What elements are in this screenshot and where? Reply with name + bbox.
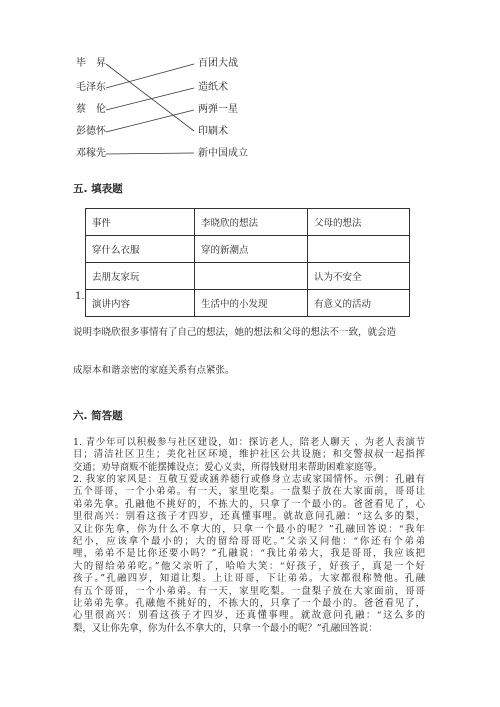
answer-2-line: 弟弟先拿。孔融他不挑好的，不拣大的，只拿了一个最小的。爸爸看见了，心 [73,498,425,510]
table-row [86,290,410,317]
section5-answer-line1: 说明李晓欣很多事情有了自己的想法，她的想法和父母的想法不一致，就会造 [73,327,397,338]
answer-1-line: 交通；劝导商贩不能摆摊设点；爱心义卖，所得钱财用来帮助困难家庭等。 [73,461,383,473]
section6-heading: 六. 简答题 [73,410,123,422]
table-cell [308,236,410,263]
table-cell: 穿什么衣服 [86,236,195,263]
answer-2-line: 心里很高兴：别看这孩子才四岁，还真懂事哩。就故意问孔融：“这么多的 [73,610,425,622]
table-cell: 生活中的小发现 [195,290,308,317]
table-cell: 穿的新潮点 [195,236,308,263]
answer-2-line: 五个哥哥，一个小弟弟。有一天，家里吃梨。一盘梨子放在大家面前，哥哥让 [73,486,425,498]
match-left-5: 邓稼先 [76,148,106,159]
answer-1-line: 目；清洁社区卫生；美化社区环境，维护社区公共设施；和交警叔叔一起指挥 [73,449,425,461]
item-number: 1. [75,291,85,302]
answer-2 [73,474,425,635]
answer-2-line: 孩子。”孔融四岁，知道让梨。上让哥哥，下让弟弟。大家都很称赞他。孔融 [73,573,425,585]
match-right-5: 新中国成立 [198,148,248,159]
match-line-5 [106,153,194,154]
answer-1-line: 1. 青少年可以积极参与社区建设，如：探访老人，陪老人聊天 、为老人表演节 [73,437,425,448]
match-left-3: 蔡 伦 [76,104,106,115]
match-right-3: 两弹一星 [198,104,238,115]
table-cell: 认为不安全 [308,263,410,290]
match-left-2: 毛泽东 [76,82,106,93]
table-row [86,209,410,236]
answer-1 [73,437,425,474]
section5-heading: 五. 填表题 [73,183,123,195]
table-cell: 事件 [86,209,195,236]
table-row [86,236,410,263]
table-cell: 有意义的活动 [308,290,410,317]
table-cell: 去朋友家玩 [86,263,195,290]
table-cell [195,263,308,290]
match-left-1: 毕 昇 [76,58,106,69]
answer-2-line: 哩，弟弟不是比你还要小吗？”孔融说：“我比弟弟大，我是哥哥，我应该把 [73,548,425,560]
section5-answer-line2: 成原本和谐亲密的家庭关系有点紧张。 [73,365,235,376]
answer-2-line: 里很高兴：别看这孩子才四岁，还真懂事哩。就故意问孔融：“这么多的梨， [73,511,425,523]
table-cell: 父母的想法 [308,209,410,236]
match-right-1: 百团大战 [198,58,238,69]
answer-2-line: 纪小，应该拿个最小的；大的留给哥哥吃。”父亲又问他：“你还有个弟弟 [73,536,425,548]
table-cell: 李晓欣的想法 [195,209,308,236]
answer-2-line: 让弟弟先拿。孔融他不挑好的，不拣大的，只拿了一个最小的。爸爸看见了， [73,598,425,610]
match-line-2 [106,64,194,88]
answer-2-line: 又让你先拿，你为什么不拿大的，只拿一个最小的呢？”孔融回答说：“我年 [73,523,425,535]
match-right-2: 造纸术 [198,82,228,93]
table-row [86,263,410,290]
answer-2-line: 梨，又让你先拿，你为什么不拿大的，只拿一个最小的呢？”孔融回答说： [73,622,378,634]
fill-table [85,208,410,317]
table-cell: 演讲内容 [86,290,195,317]
answer-2-line: 大的留给弟弟吃。”他父亲听了，哈哈大笑：“好孩子，好孩子，真是一个好 [73,560,425,572]
match-line-3 [106,88,194,110]
match-right-4: 印刷术 [198,126,228,137]
match-left-4: 彭德怀 [76,126,106,137]
answer-2-line: 2. 我家的家风是：互敬互爱或涵养德行或修身立志或家国情怀。示例：孔融有 [73,474,425,485]
answer-2-line: 有五个哥哥，一个小弟弟。有一天，家里吃梨。一盘梨子放在大家面前，哥哥 [73,585,425,597]
